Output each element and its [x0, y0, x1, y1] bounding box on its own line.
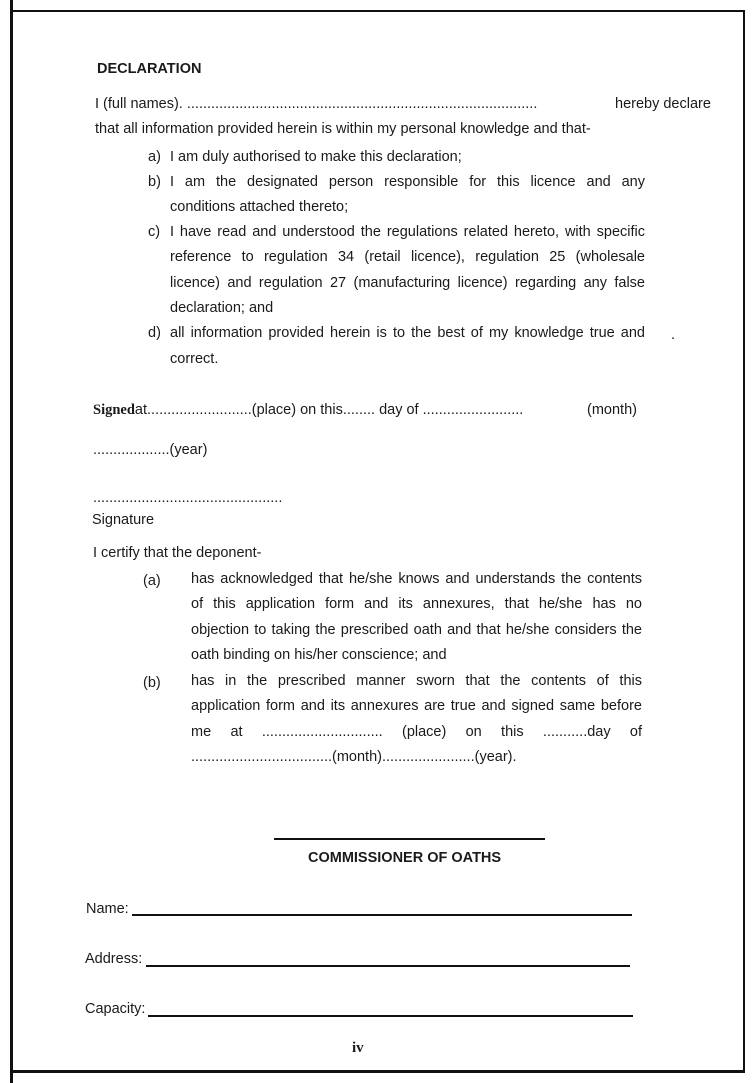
page-border-right	[743, 10, 745, 1072]
name-field-line[interactable]	[132, 914, 632, 916]
declaration-item-d-line2: correct.	[170, 351, 219, 367]
declaration-item-d-marker: d)	[148, 325, 161, 341]
certify-item-a-line1: has acknowledged that he/she knows and understands the contents	[191, 571, 642, 587]
certify-item-b-line2: application form and its annexures are true and signed same before	[191, 698, 642, 714]
certify-item-b-line3: me at .............................. (place) on this ...........day of	[191, 724, 642, 740]
certify-item-a-line2: of this application form and its annexures, that he/she has no	[191, 596, 642, 612]
full-names-line: I (full names). .......................................................................................	[95, 96, 538, 112]
page-border-top	[10, 10, 744, 12]
certify-item-a-line4: oath binding on his/her conscience; and	[191, 647, 447, 663]
page-border-bottom	[10, 1070, 745, 1073]
address-field-line[interactable]	[146, 965, 630, 967]
declaration-item-b-marker: b)	[148, 174, 161, 190]
declaration-item-a-text: I am duly authorised to make this declaration;	[170, 149, 462, 165]
declaration-item-c-line3: licence) and regulation 27 (manufacturing licence) regarding any false	[170, 275, 645, 291]
declaration-item-c-line1: I have read and understood the regulations related hereto, with specific	[170, 224, 645, 240]
signed-place-day: at..........................(place) on this........ day of .........................	[134, 402, 524, 418]
signature-line: ...............................................	[93, 490, 283, 506]
address-label: Address:	[85, 951, 143, 967]
certify-item-b-marker: (b)	[143, 675, 161, 691]
certify-intro: I certify that the deponent-	[93, 545, 262, 561]
declaration-heading: DECLARATION	[97, 61, 202, 77]
signed-month: (month)	[587, 402, 637, 418]
signature-label: Signature	[92, 512, 155, 528]
page-border-left	[10, 0, 13, 1083]
certify-item-b-line1: has in the prescribed manner sworn that the contents of this	[191, 673, 642, 689]
signed-year: ...................(year)	[93, 442, 208, 458]
declaration-item-b-line2: conditions attached thereto;	[170, 199, 349, 215]
page-number: iv	[352, 1040, 364, 1056]
name-label: Name:	[86, 901, 129, 917]
certify-item-a-marker: (a)	[143, 573, 161, 589]
commissioner-heading: COMMISSIONER OF OATHS	[308, 850, 502, 866]
declaration-item-d-line1: all information provided herein is to the best of my knowledge true and	[170, 325, 645, 341]
declaration-item-b-line1: I am the designated person responsible for this licence and any	[170, 174, 645, 190]
declaration-item-c-marker: c)	[148, 224, 161, 240]
declaration-item-c-line2: reference to regulation 34 (retail licence), regulation 25 (wholesale	[170, 249, 645, 265]
certify-item-b-line4: ...................................(month).......................(year).	[191, 749, 517, 765]
signed-line	[93, 397, 523, 423]
declaration-intro-text: that all information provided herein is within my personal knowledge and that-	[95, 121, 591, 137]
signed-label: Signed	[93, 402, 135, 418]
certify-item-a-line3: objection to taking the prescribed oath and that he/she considers the	[191, 622, 642, 638]
capacity-field-line[interactable]	[148, 1015, 633, 1017]
declaration-item-a-marker: a)	[148, 149, 161, 165]
trailing-dot: .	[671, 327, 676, 343]
capacity-label: Capacity:	[85, 1001, 146, 1017]
commissioner-signature-rule	[274, 838, 545, 840]
hereby-declare-text: hereby declare	[615, 96, 711, 112]
declaration-item-c-line4: declaration; and	[170, 300, 274, 316]
